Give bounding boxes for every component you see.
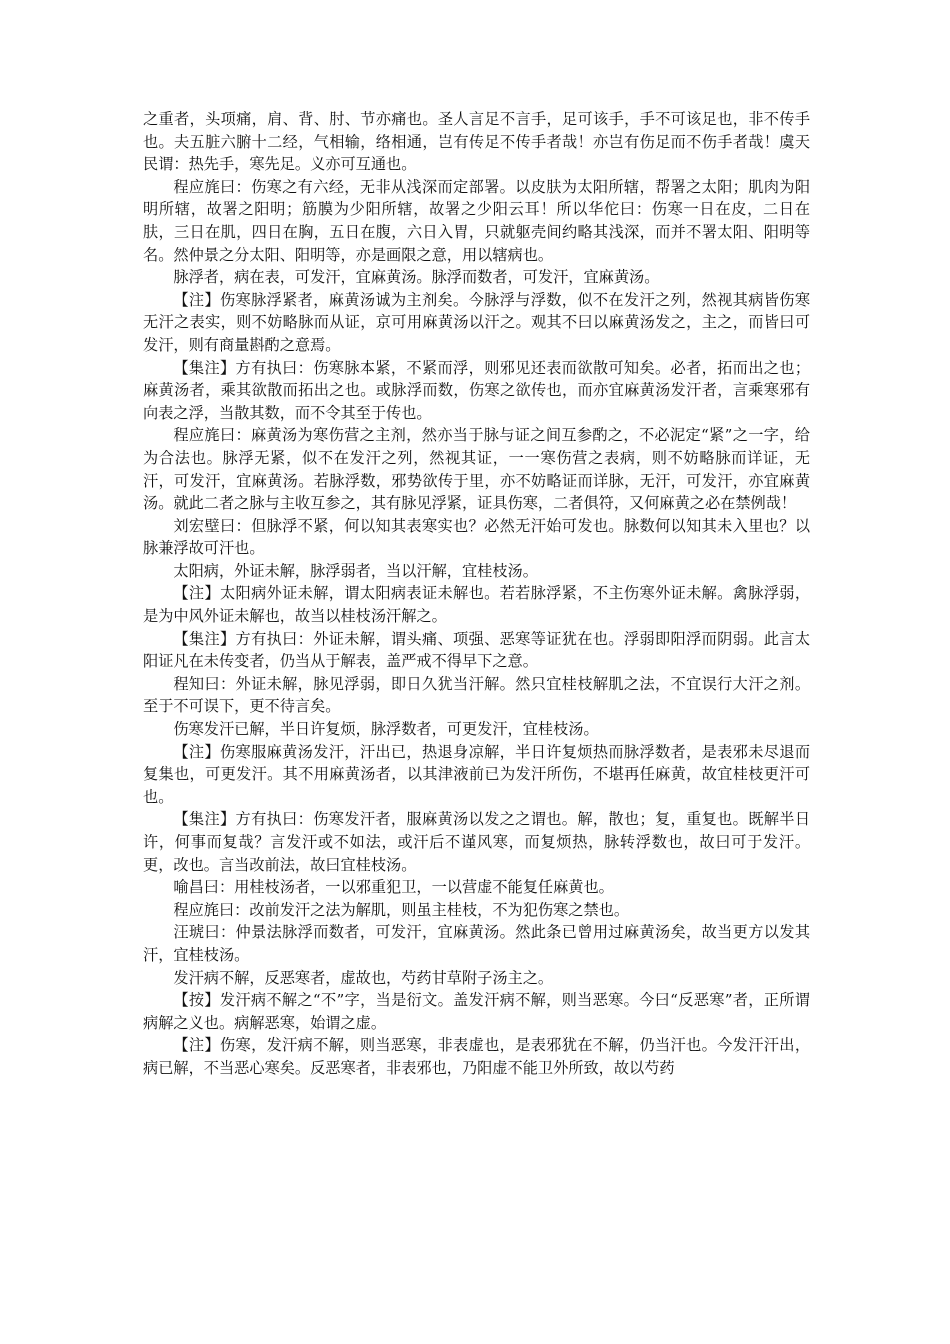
paragraph: 脉浮者，病在表，可发汗，宜麻黄汤。脉浮而数者，可发汗，宜麻黄汤。 <box>173 268 660 287</box>
paragraph: 【集注】方有执曰：伤寒发汗者，服麻黄汤以发之之谓也。解，散也；复，重复也。既解半日许，何事而复哉？言发汗或不如法，或汗后不谨风寒，而复烦热，脉转浮数也，故曰可于发汗。更，改也。言当改前法，故曰宜桂枝汤。 <box>143 810 810 874</box>
paragraph: 程应旄曰：改前发汗之法为解肌，则虽主桂枝，不为犯伤寒之禁也。 <box>173 900 630 919</box>
paragraph: 【注】伤寒，发汗病不解，则当恶寒，非表虚也，是表邪犹在不解，仍当汗也。今发汗汗出，病已解，不当恶心寒矣。反恶寒者，非表邪也，乃阳虚不能卫外所致，故以芍药 <box>143 1036 810 1077</box>
text-body <box>143 108 810 1080</box>
paragraph: 喻昌曰：用桂枝汤者，一以邪重犯卫，一以营虚不能复任麻黄也。 <box>173 878 614 897</box>
paragraph: 汪琥曰：仲景法脉浮而数者，可发汗，宜麻黄汤。然此条已曾用过麻黄汤矣，故当更方以发其汗，宜桂枝汤。 <box>143 923 810 964</box>
paragraph: 【注】太阳病外证未解，谓太阳病表证未解也。若若脉浮紧，不主伤寒外证未解。禽脉浮弱，是为中风外证未解也，故当以桂枝汤汗解之。 <box>143 584 810 626</box>
paragraph: 之重者，头项痛，肩、背、肘、节亦痛也。圣人言足不言手，足可该手，手不可该足也，非不传手也。夫五脏六腑十二经，气相输，络相通，岂有传足不传手者哉！亦岂有伤足而不伤手者哉！虞天民谓：热先手，寒先足。义亦可互通也。 <box>143 110 810 174</box>
paragraph: 【注】伤寒服麻黄汤发汗，汗出已，热退身凉解，半日许复烦热而脉浮数者，是表邪未尽退而复集也，可更发汗。其不用麻黄汤者，以其津液前已为发汗所伤，不堪再任麻黄，故宜桂枝更汗可也。 <box>143 742 810 806</box>
paragraph: 程应旄曰：麻黄汤为寒伤营之主剂，然亦当于脉与证之间互参酌之，不必泥定“紧”之一字，给为合法也。脉浮无紧，似不在发汗之列，然视其证，一一寒伤营之表病，则不妨略脉而详证，无汗，可发汗，宜麻黄汤。若脉浮数，邪势欲传于里，亦不妨略证而详脉，无汗，可发汗，亦宜麻黄汤。就此二者之脉与主收互参之，其有脉见浮紧，证具伤寒，二者俱符，又何麻黄之必在禁例哉！ <box>143 426 810 513</box>
paragraph: 程知曰：外证未解，脉见浮弱，即日久犹当汗解。然只宜桂枝解肌之法，不宜误行大汗之剂。至于不可误下，更不待言矣。 <box>143 674 810 716</box>
paragraph: 程应旄曰：伤寒之有六经，无非从浅深而定部署。以皮肤为太阳所辖，帮署之太阳；肌肉为阳明所辖，故署之阳明；筋膜为少阳所辖，故署之少阳云耳！所以华佗曰：伤寒一日在皮，二日在肤，三日在肌，四日在胸，五日在腹，六日入胃，只就躯壳间约略其浅深，而并不署太阳、阳明等名。然仲景之分太阳、阳明等，亦是画限之意，用以辖病也。 <box>143 177 810 264</box>
paragraph: 太阳病，外证未解，脉浮弱者，当以汗解，宜桂枝汤。 <box>173 561 538 580</box>
paragraph: 【集注】方有执曰：伤寒脉本紧，不紧而浮，则邪见还表而欲散可知矣。必者，拓而出之也；麻黄汤者，乘其欲散而拓出之也。或脉浮而数，伤寒之欲传也，而亦宜麻黄汤发汗者，言乘寒邪有向表之浮，当散其数，而不令其至于传也。 <box>143 358 810 422</box>
paragraph: 【按】发汗病不解之“不”字，当是衍文。盖发汗病不解，则当恶寒。今曰“反恶寒”者，正所谓病解之义也。病解恶寒，始谓之虚。 <box>143 991 810 1032</box>
paragraph: 【集注】方有执曰：外证未解，谓头痛、项强、恶寒等证犹在也。浮弱即阳浮而阴弱。此言太阳证凡在未传变者，仍当从于解表，盖严戒不得早下之意。 <box>143 629 810 671</box>
paragraph: 伤寒发汗已解，半日许复烦，脉浮数者，可更发汗，宜桂枝汤。 <box>173 720 599 739</box>
paragraph: 发汗病不解，反恶寒者，虚故也，芍药甘草附子汤主之。 <box>173 968 554 987</box>
paragraph: 刘宏壁曰：但脉浮不紧，何以知其表寒实也？必然无汗始可发也。脉数何以知其未入里也？以脉兼浮故可汗也。 <box>143 516 810 558</box>
paragraph: 【注】伤寒脉浮紧者，麻黄汤诚为主剂矣。今脉浮与浮数，似不在发汗之列，然视其病皆伤寒无汗之表实，则不妨略脉而从证，京可用麻黄汤以汗之。观其不曰以麻黄汤发之，主之，而皆曰可发汗，则有商量斟酌之意焉。 <box>143 290 810 354</box>
